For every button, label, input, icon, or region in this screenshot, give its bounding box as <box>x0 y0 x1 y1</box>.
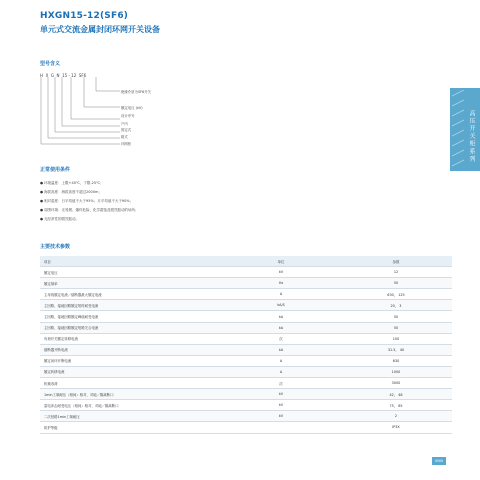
condition-item: ●海拔高度：海拔高度不超过2000m； <box>40 190 102 194</box>
condition-item: ●相对湿度：日平均值不大于95%；月平均值不大于90%； <box>40 199 134 203</box>
param-value: IP3X <box>340 422 452 433</box>
legend-line: 固定式 <box>121 128 132 132</box>
param-unit: Hz <box>222 278 340 289</box>
stripes-decoration-icon <box>452 90 464 168</box>
param-value: 2 <box>340 411 452 422</box>
param-unit: kV <box>222 411 340 422</box>
table-row <box>40 344 452 355</box>
condition-item: ●周围环境：无易燃、爆炸危险、化学腐蚀及剧烈振动的场所； <box>40 208 139 212</box>
param-value: 12 <box>340 267 452 278</box>
table-row <box>40 400 452 411</box>
param-name: 负荷开关额定转移电流 <box>40 333 222 344</box>
legend-line: 设计序号 <box>121 114 135 118</box>
legend-line: 户内 <box>121 122 128 126</box>
param-name: 额定电压 <box>40 267 222 278</box>
param-value: 630， 125 <box>340 289 452 300</box>
code-char: X <box>45 73 49 78</box>
bullet-icon: ● <box>40 190 44 194</box>
column-header: 单位 <box>222 256 340 267</box>
table-row <box>40 278 452 289</box>
param-value: 100 <box>340 333 452 344</box>
page-number-badge: 0000 <box>432 457 446 465</box>
param-value: 50 <box>340 322 452 333</box>
param-unit: A <box>222 355 340 366</box>
param-value: 630 <box>340 355 452 366</box>
code-char: N <box>56 73 60 78</box>
code-char: 12 <box>71 73 77 78</box>
param-name: 额定频率 <box>40 278 222 289</box>
param-name: 主回路、接地回路额定短时耐受电流 <box>40 300 222 311</box>
param-unit: kV <box>222 389 340 400</box>
param-unit <box>222 422 340 433</box>
code-char: H <box>40 73 44 78</box>
param-name: 熔断器开断电流 <box>40 344 222 355</box>
param-value: 20， 3 <box>340 300 452 311</box>
model-meaning-heading: 型号含义 <box>40 61 61 67</box>
param-unit: 次 <box>222 333 340 344</box>
param-value: 31.5， 40 <box>340 344 452 355</box>
param-value: 75， 85 <box>340 400 452 411</box>
product-model-title: HXGN15-12(SF6) <box>40 11 129 21</box>
product-name-title: 单元式交流金属封闭环网开关设备 <box>40 25 160 34</box>
param-unit: kA <box>222 344 340 355</box>
param-name: 额定闭环开断电流 <box>40 355 222 366</box>
condition-item: ●无经常性的剧烈振动。 <box>40 217 80 221</box>
bullet-icon: ● <box>40 217 44 221</box>
param-unit: kA/S <box>222 300 340 311</box>
table-row <box>40 300 452 311</box>
table-row <box>40 289 452 300</box>
legend-line: 绝缘介质为SF6开关 <box>121 90 151 94</box>
param-value: 50 <box>340 278 452 289</box>
param-unit: A <box>222 289 340 300</box>
series-sidebar-label: 高压开关柜系列 <box>468 110 475 164</box>
specs-table <box>40 256 452 434</box>
param-name: 防护等级 <box>40 422 222 433</box>
param-name: 主母线额定电流／熔断器最大额定电流 <box>40 289 222 300</box>
bullet-icon: ● <box>40 181 44 185</box>
param-name: 雷电冲击耐受电压（相间）相对、对地／隔离断口 <box>40 400 222 411</box>
code-char: - <box>68 73 70 78</box>
param-unit: kV <box>222 400 340 411</box>
specs-heading: 主要技术参数 <box>40 244 71 250</box>
param-name: 主回路、接地回路额定短路关合电流 <box>40 322 222 333</box>
param-name: 主回路、接地回路额定峰值耐受电流 <box>40 311 222 322</box>
table-row <box>40 422 452 433</box>
table-row <box>40 411 452 422</box>
table-row <box>40 355 452 366</box>
code-char: G <box>50 73 54 78</box>
bullet-icon: ● <box>40 208 44 212</box>
param-unit: kA <box>222 311 340 322</box>
model-code-diagram <box>36 77 126 147</box>
param-name: 1min工频耐压（相间）相对、对地／隔离断口 <box>40 389 222 400</box>
table-row <box>40 333 452 344</box>
table-header-row <box>40 256 452 267</box>
table-row <box>40 366 452 377</box>
param-value: 1000 <box>340 366 452 377</box>
param-value: 42， 48 <box>340 389 452 400</box>
table-row <box>40 267 452 278</box>
param-value: 50 <box>340 311 452 322</box>
param-unit: 次 <box>222 378 340 389</box>
legend-line: 箱式 <box>121 135 128 139</box>
param-name: 二次回路1min工频耐压 <box>40 411 222 422</box>
param-unit: kA <box>222 322 340 333</box>
column-header: 参数 <box>340 256 452 267</box>
param-name: 额定转移电流 <box>40 366 222 377</box>
table-row <box>40 311 452 322</box>
table-row <box>40 378 452 389</box>
condition-item: ●环境温度：上限+40℃，下限-25℃； <box>40 181 104 185</box>
code-char: SF6 <box>78 73 87 78</box>
table-row <box>40 322 452 333</box>
code-char: 15 <box>62 73 68 78</box>
param-unit: A <box>222 366 340 377</box>
column-header: 项目 <box>40 256 222 267</box>
legend-line: 额定电压 (kV) <box>121 106 143 110</box>
param-unit: kV <box>222 267 340 278</box>
table-row <box>40 389 452 400</box>
legend-line: 环网柜 <box>121 142 132 146</box>
bullet-icon: ● <box>40 199 44 203</box>
param-name: 机械寿命 <box>40 378 222 389</box>
conditions-heading: 正常使用条件 <box>40 167 71 173</box>
param-value: 3000 <box>340 378 452 389</box>
